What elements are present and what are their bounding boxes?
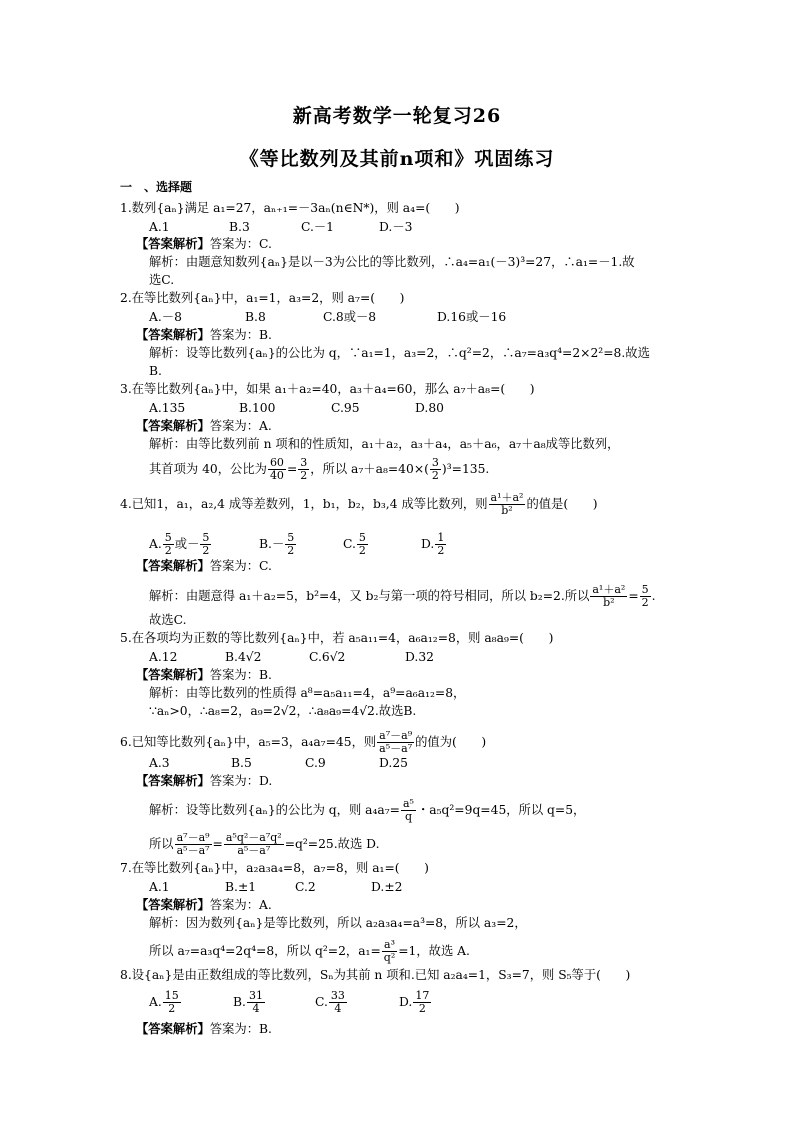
fraction-numerator: 5 bbox=[287, 531, 295, 544]
fraction bbox=[285, 532, 296, 557]
fraction bbox=[435, 532, 446, 557]
option-d: D.±2 bbox=[371, 880, 403, 894]
fraction-denominator: 2 bbox=[431, 469, 439, 482]
question-7-explanation-cont bbox=[149, 939, 470, 964]
text-fragment: =q²=25.故选 D. bbox=[284, 837, 380, 851]
fraction-denominator: 2 bbox=[300, 469, 308, 482]
question-6-explanation-cont bbox=[149, 832, 380, 857]
answer-text: 答案为：D. bbox=[209, 774, 273, 788]
fraction-numerator: 33 bbox=[330, 989, 345, 1002]
option-a bbox=[149, 532, 259, 557]
fraction-denominator: 40 bbox=[269, 469, 284, 482]
question-1-explanation: 解析：由题意知数列{aₙ}是以－3为公比的等比数列，∴a₄=a₁(－3)³=27，∴a₁=－1.故 bbox=[149, 255, 635, 269]
question-7-answer bbox=[136, 897, 272, 913]
fraction bbox=[590, 584, 627, 609]
fraction-numerator: 31 bbox=[248, 989, 263, 1002]
option-c: C.9 bbox=[305, 756, 326, 770]
text-fragment: 所以 a₇=a₃q⁴=2q⁴=8，所以 q²=2，a₁= bbox=[149, 944, 381, 958]
fraction bbox=[377, 730, 414, 755]
option-label: A. bbox=[149, 995, 162, 1009]
fraction bbox=[357, 532, 368, 557]
fraction-numerator: a³ bbox=[382, 939, 397, 952]
question-8-stem: 8.设{aₙ}是由正数组成的等比数列，Sₙ为其前 n 项和.已知 a₂a₄=1，S₃=7，则 S₅等于( ) bbox=[120, 968, 631, 982]
option-c bbox=[343, 532, 421, 557]
question-5-answer bbox=[136, 667, 272, 683]
answer-text: 答案为：C. bbox=[209, 559, 272, 573]
option-b bbox=[259, 532, 343, 557]
question-5-explanation: 解析：由等比数列的性质得 a⁸=a₅a₁₁=4，a⁹=a₆a₁₂=8， bbox=[149, 686, 466, 700]
option-c: C.2 bbox=[295, 880, 316, 894]
question-5-stem: 5.在各项均为正数的等比数列{aₙ}中，若 a₅a₁₁=4，a₆a₁₂=8，则 a₈a₉=( ) bbox=[120, 631, 554, 645]
option-b: B.3 bbox=[229, 220, 250, 234]
question-4-stem bbox=[120, 492, 598, 517]
document-title: 新高考数学一轮复习26 bbox=[292, 105, 502, 127]
question-2-explanation-cont: B. bbox=[149, 364, 162, 378]
answer-tag: 【答案解析】 bbox=[136, 327, 210, 342]
question-1-explanation-cont: 选C. bbox=[149, 273, 175, 287]
fraction-numerator: 15 bbox=[164, 989, 179, 1002]
option-d: D.32 bbox=[405, 650, 434, 664]
answer-tag: 【答案解析】 bbox=[136, 558, 210, 573]
option-b: B.4√2 bbox=[225, 650, 262, 664]
option-a: A.135 bbox=[149, 401, 186, 415]
question-1-answer bbox=[136, 236, 272, 252]
text-fragment: 的值是( ) bbox=[526, 497, 598, 511]
fraction-numerator: 60 bbox=[269, 456, 284, 469]
option-b: B.8 bbox=[245, 310, 266, 324]
question-1-options bbox=[149, 219, 412, 235]
answer-text: 答案为：B. bbox=[209, 328, 272, 342]
text-fragment: = bbox=[628, 589, 639, 603]
fraction-numerator: a⁷－a⁹ bbox=[379, 729, 413, 742]
question-7-options bbox=[149, 879, 402, 895]
text-fragment: =1，故选 A. bbox=[398, 944, 470, 958]
option-c: C.8或－8 bbox=[323, 310, 377, 324]
fraction-numerator: a⁵q²－a⁷q² bbox=[225, 831, 282, 844]
question-5-options bbox=[149, 649, 434, 665]
fraction-denominator: a⁵－a⁷ bbox=[379, 742, 413, 755]
fraction-denominator: q² bbox=[383, 951, 396, 964]
option-b: B.5 bbox=[231, 756, 252, 770]
question-6-explanation bbox=[149, 798, 585, 823]
option-label: D. bbox=[421, 537, 435, 551]
section-header: 一 、选择题 bbox=[120, 180, 193, 194]
option-c bbox=[315, 990, 399, 1015]
fraction bbox=[489, 492, 526, 517]
option-d: D.80 bbox=[415, 401, 444, 415]
option-a bbox=[149, 990, 233, 1015]
fraction bbox=[268, 457, 286, 482]
fraction-numerator: 5 bbox=[641, 583, 649, 596]
option-label: C. bbox=[315, 995, 328, 1009]
text-fragment: 的值为( ) bbox=[415, 735, 487, 749]
fraction bbox=[224, 832, 284, 857]
fraction-denominator: 2 bbox=[641, 596, 649, 609]
question-4-options bbox=[149, 532, 447, 557]
option-d bbox=[421, 532, 447, 557]
text-fragment: 所以 bbox=[149, 837, 174, 851]
option-a: A.1 bbox=[149, 220, 170, 234]
fraction-numerator: 5 bbox=[358, 531, 366, 544]
option-label: C. bbox=[343, 537, 356, 551]
question-3-options bbox=[149, 400, 444, 416]
fraction-numerator: a⁵ bbox=[402, 797, 414, 810]
fraction-denominator: 2 bbox=[164, 544, 172, 557]
option-label: D. bbox=[399, 995, 413, 1009]
fraction-denominator: a⁵－a⁷ bbox=[237, 844, 271, 857]
text-fragment: )³=135. bbox=[441, 462, 490, 476]
answer-text: 答案为：B. bbox=[209, 668, 272, 682]
fraction-denominator: 2 bbox=[287, 544, 295, 557]
option-b: B.100 bbox=[239, 401, 276, 415]
answer-tag: 【答案解析】 bbox=[136, 236, 210, 251]
question-2-answer bbox=[136, 327, 272, 343]
fraction-denominator: 2 bbox=[168, 1002, 176, 1015]
question-2-explanation: 解析：设等比数列{aₙ}的公比为 q，∵a₁=1，a₃=2，∴q²=2，∴a₇=a₃q⁴=2×2²=8.故选 bbox=[149, 346, 650, 360]
fraction-numerator: a¹＋a² bbox=[490, 491, 524, 504]
fraction bbox=[382, 939, 397, 964]
text-fragment: 4.已知1，a₁，a₂,4 成等差数列，1，b₁，b₂，b₃,4 成等比数列，则 bbox=[120, 497, 488, 511]
fraction bbox=[175, 832, 212, 857]
option-d: D.25 bbox=[379, 756, 408, 770]
fraction-numerator: 3 bbox=[300, 456, 308, 469]
answer-text: 答案为：B. bbox=[209, 1022, 272, 1036]
question-4-answer bbox=[136, 558, 272, 574]
option-d: D.－3 bbox=[379, 220, 413, 234]
fraction bbox=[163, 990, 181, 1015]
option-c: C.95 bbox=[331, 401, 360, 415]
fraction-numerator: a⁷－a⁹ bbox=[176, 831, 210, 844]
fraction bbox=[430, 457, 441, 482]
option-label: B. bbox=[233, 995, 246, 1009]
answer-text: 答案为：C. bbox=[209, 237, 272, 251]
question-7-stem: 7.在等比数列{aₙ}中，a₂a₃a₄=8，a₇=8，则 a₁=( ) bbox=[120, 861, 429, 875]
fraction-numerator: 5 bbox=[164, 531, 172, 544]
text-fragment: = bbox=[212, 837, 223, 851]
option-b bbox=[233, 990, 315, 1015]
document-subtitle: 《等比数列及其前n项和》巩固练习 bbox=[239, 148, 555, 170]
question-3-stem: 3.在等比数列{aₙ}中，如果 a₁＋a₂=40，a₃＋a₄=60，那么 a₇＋a₈=( ) bbox=[120, 382, 535, 396]
fraction-denominator: b² bbox=[603, 596, 615, 609]
answer-tag: 【答案解析】 bbox=[136, 418, 210, 433]
text-fragment: 解析：设等比数列{aₙ}的公比为 q，则 a₄a₇= bbox=[149, 803, 400, 817]
fraction bbox=[298, 457, 309, 482]
fraction-numerator: 5 bbox=[202, 531, 210, 544]
fraction-numerator: 3 bbox=[431, 456, 439, 469]
fraction-denominator: 4 bbox=[334, 1002, 342, 1015]
question-3-answer bbox=[136, 418, 272, 434]
fraction-denominator: b² bbox=[501, 504, 513, 517]
question-5-explanation-cont: ∵aₙ>0，∴a₈=2，a₉=2√2，∴a₈a₉=4√2.故选B. bbox=[149, 704, 417, 718]
fraction-numerator: 1 bbox=[437, 531, 445, 544]
fraction bbox=[163, 532, 174, 557]
answer-text: 答案为：A. bbox=[209, 419, 272, 433]
fraction-numerator: a¹＋a² bbox=[592, 583, 626, 596]
answer-text: 答案为：A. bbox=[209, 898, 272, 912]
question-4-explanation bbox=[149, 584, 656, 609]
text-fragment: 其首项为 40，公比为 bbox=[149, 462, 267, 476]
fraction bbox=[329, 990, 347, 1015]
fraction bbox=[401, 798, 416, 823]
question-2-options bbox=[149, 309, 506, 325]
fraction-numerator: 17 bbox=[415, 989, 430, 1002]
fraction bbox=[413, 990, 431, 1015]
text-fragment: 解析：由题意得 a₁＋a₂=5，b²=4，又 b₂与第一项的符号相同，所以 b₂=2.所以 bbox=[149, 589, 590, 603]
answer-tag: 【答案解析】 bbox=[136, 667, 210, 682]
text-fragment: 6.已知等比数列{aₙ}中，a₅=3，a₄a₇=45，则 bbox=[120, 735, 377, 749]
option-a: A.1 bbox=[149, 880, 170, 894]
option-label: B.－ bbox=[259, 537, 285, 551]
question-1-stem: 1.数列{aₙ}满足 a₁=27，aₙ₊₁=－3aₙ(n∈N*)，则 a₄=( ) bbox=[120, 201, 460, 215]
question-4-explanation-cont: 故选C. bbox=[149, 613, 187, 627]
option-a: A.3 bbox=[149, 756, 170, 770]
fraction bbox=[247, 990, 265, 1015]
text-fragment: 或－ bbox=[174, 537, 200, 551]
option-c: C.－1 bbox=[301, 220, 334, 234]
question-8-answer bbox=[136, 1021, 272, 1037]
option-a: A.12 bbox=[149, 650, 178, 664]
fraction-denominator: 2 bbox=[418, 1002, 426, 1015]
option-label: A. bbox=[149, 537, 162, 551]
question-6-stem bbox=[120, 730, 486, 755]
fraction-denominator: 2 bbox=[437, 544, 445, 557]
question-3-explanation-cont bbox=[149, 457, 489, 482]
fraction bbox=[640, 584, 651, 609]
option-d: D.16或－16 bbox=[437, 310, 507, 324]
question-3-explanation: 解析：由等比数列前 n 项和的性质知，a₁＋a₂，a₃＋a₄，a₅＋a₆，a₇＋a₈成等比数列， bbox=[149, 437, 620, 451]
fraction-denominator: a⁵－a⁷ bbox=[176, 844, 210, 857]
option-a: A.－8 bbox=[149, 310, 182, 324]
fraction-denominator: q bbox=[404, 810, 412, 823]
question-6-answer bbox=[136, 773, 272, 789]
option-b: B.±1 bbox=[225, 880, 257, 894]
answer-tag: 【答案解析】 bbox=[136, 773, 210, 788]
answer-tag: 【答案解析】 bbox=[136, 1021, 210, 1036]
answer-tag: 【答案解析】 bbox=[136, 897, 210, 912]
fraction-denominator: 2 bbox=[358, 544, 366, 557]
question-2-stem: 2.在等比数列{aₙ}中，a₁=1，a₃=2，则 a₇=( ) bbox=[120, 291, 405, 305]
text-fragment: . bbox=[651, 589, 656, 603]
fraction bbox=[200, 532, 211, 557]
fraction-denominator: 2 bbox=[202, 544, 210, 557]
text-fragment: ，所以 a₇＋a₈=40×( bbox=[310, 462, 429, 476]
question-7-explanation: 解析：因为数列{aₙ}是等比数列，所以 a₂a₃a₄=a³=8，所以 a₃=2， bbox=[149, 916, 527, 930]
text-fragment: = bbox=[286, 462, 298, 476]
question-8-options bbox=[149, 990, 432, 1015]
option-d bbox=[399, 990, 432, 1015]
question-6-options bbox=[149, 755, 408, 771]
text-fragment: ・a₅q²=9q=45，所以 q=5， bbox=[416, 803, 586, 817]
fraction-denominator: 4 bbox=[252, 1002, 260, 1015]
option-c: C.6√2 bbox=[309, 650, 346, 664]
